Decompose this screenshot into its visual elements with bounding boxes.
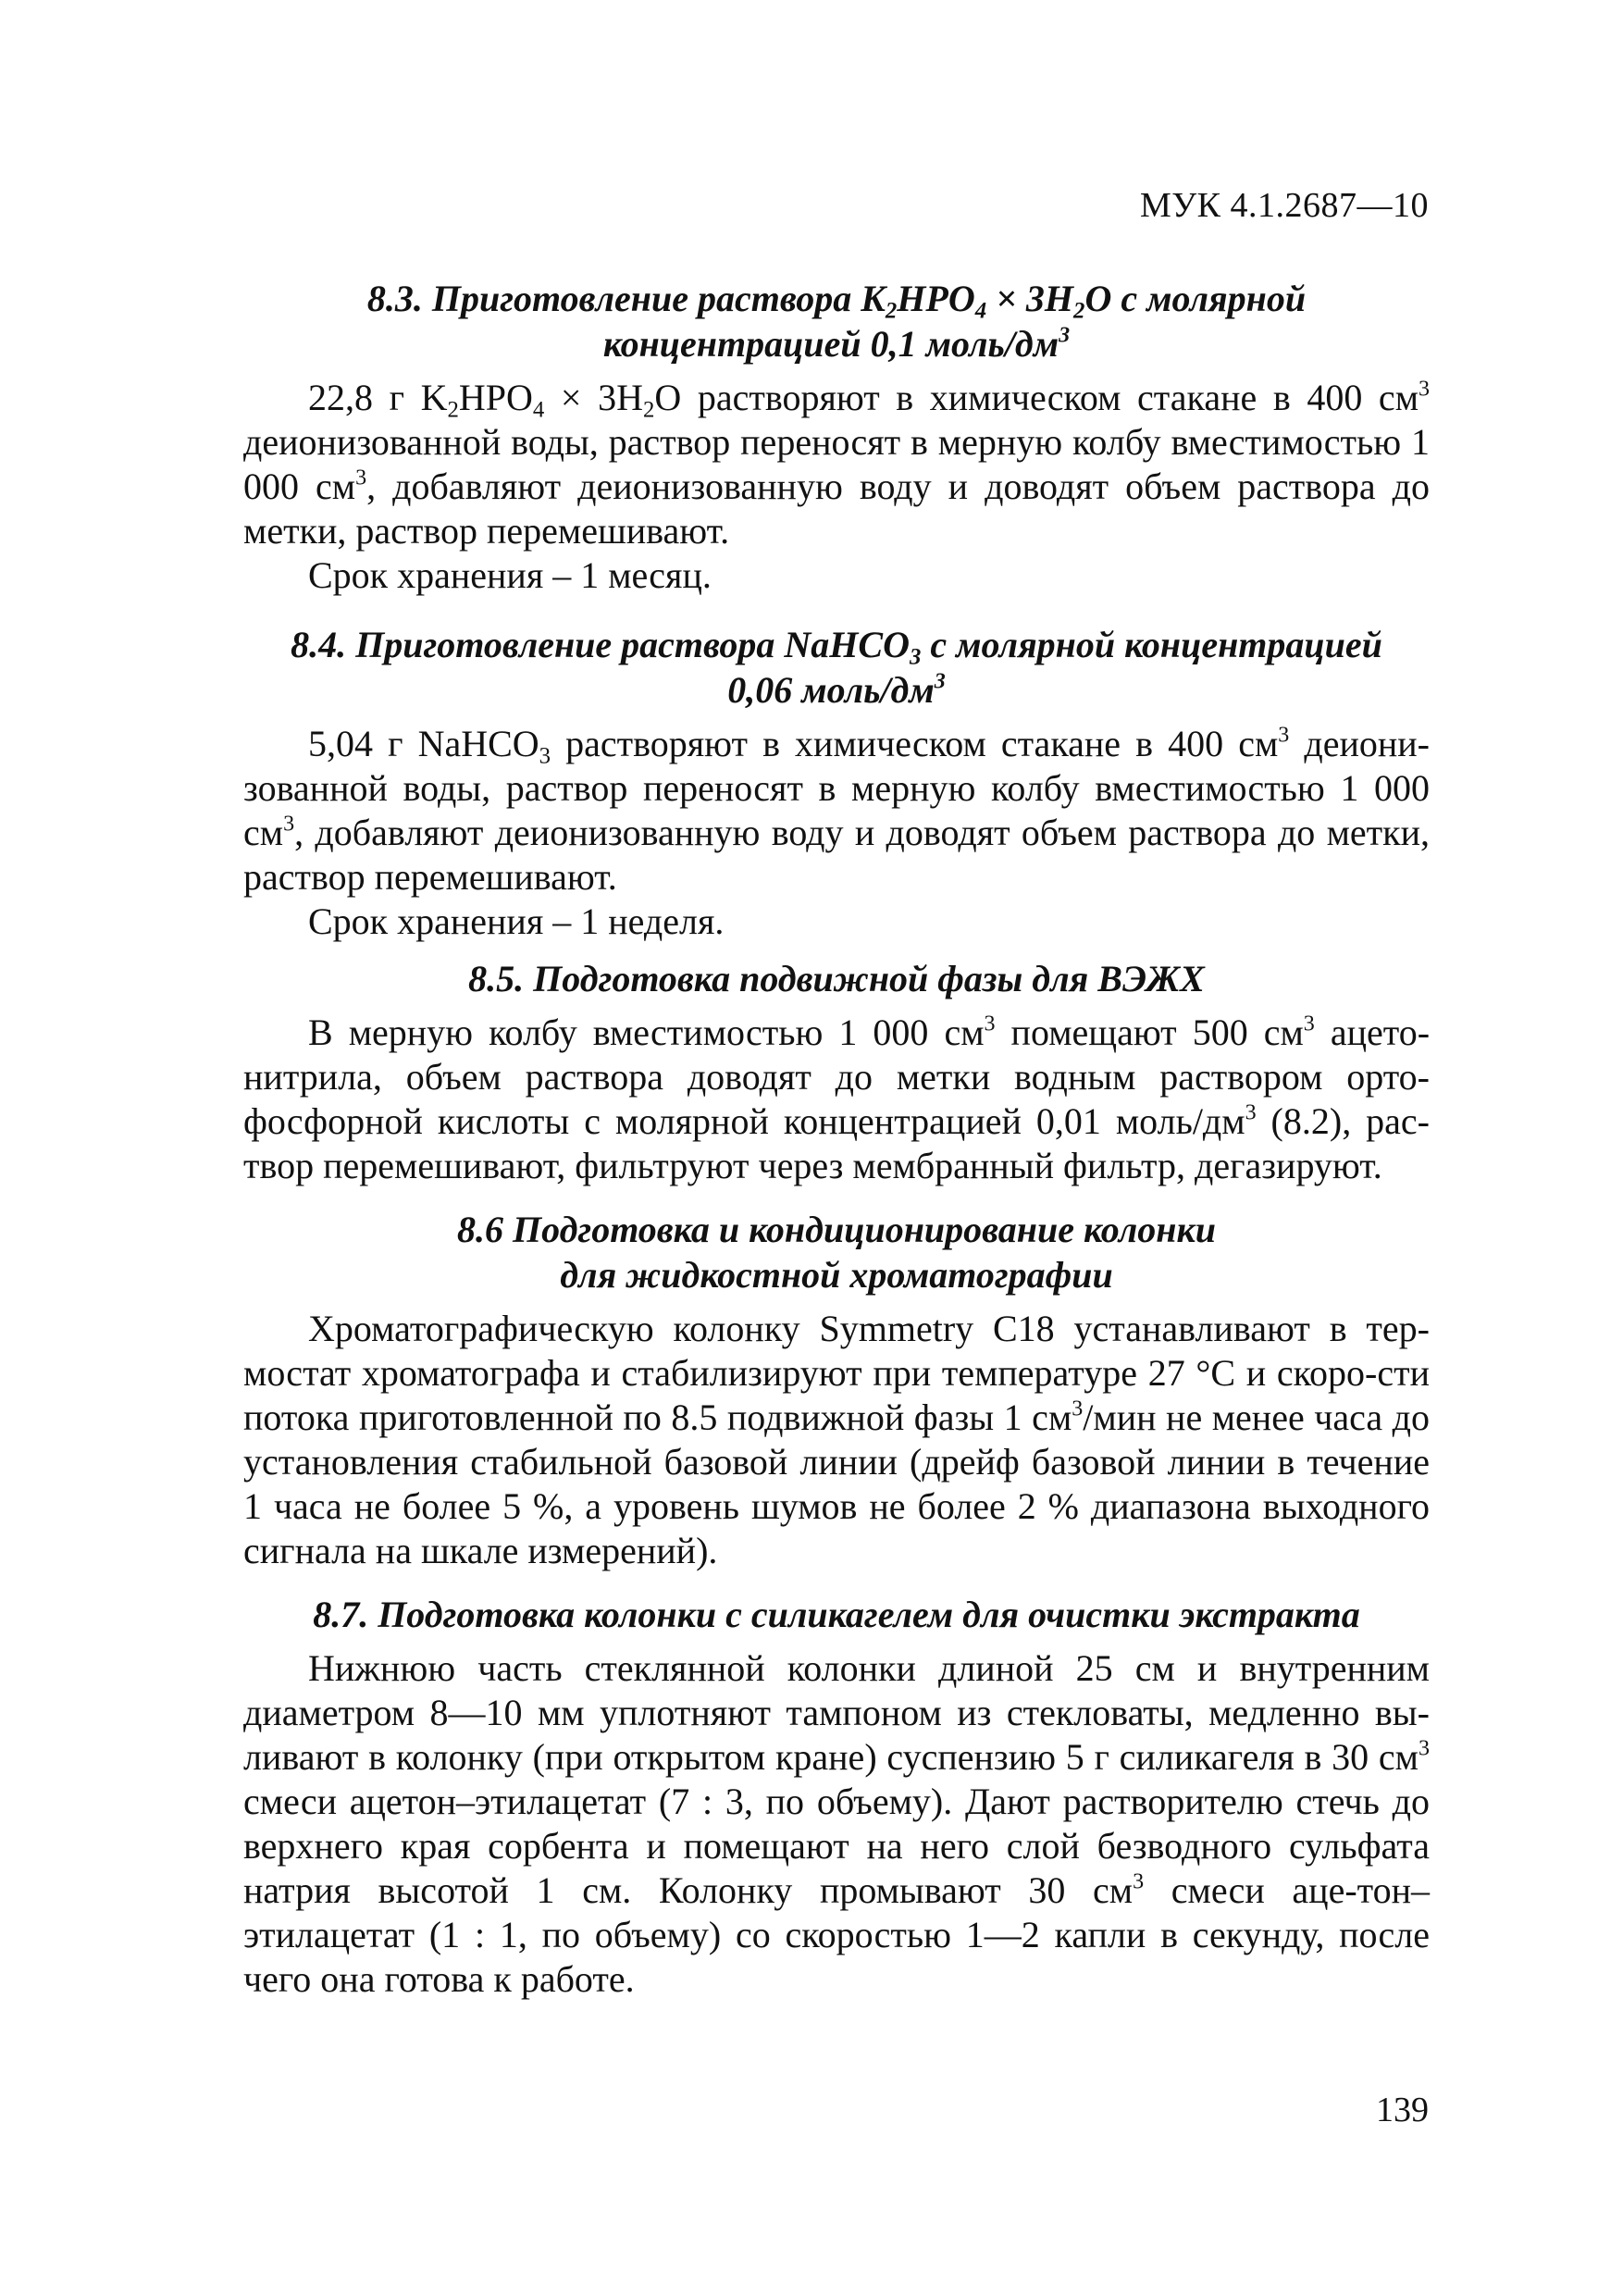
section-8-5-title: 8.5. Подготовка подвижной фазы для ВЭЖХ [468,958,1205,999]
section-8-6-paragraph: Хроматографическую колонку Symmetry C18 устанавливают в тер-мостат хроматографа и стабилизируют при температуре 27 °С и скоро-сти потока приготовленной по 8.5 подвижной фазы 1 $см^3$/мин не менее часа до установления стабильной базовой линии (дрейф базовой линии в течение 1 часа не более 5 %, а уровень шумов не более 2 % диапазона выходного сигнала на шкале измерений). [243,1308,1430,1571]
section-8-7 [243,1592,1430,2002]
section-8-3-title: 8.3. Приготовление раствора $K_2HPO_4 \times 3H_2O$ с молярной концентрацией 0,1 моль/$дм^3$ [366,278,1307,365]
section-8-7-paragraph: Нижнюю часть стеклянной колонки длиной 25 см и внутренним диаметром 8—10 мм уплотняют тампоном из стекловаты, медленно вы-ливают в колонку (при открытом кране) суспензию 5 г силикагеля в 30 $см^3$ смеси ацетон–этилацетат (7 : 3, по объему). Дают растворителю стечь до верхнего края сорбента и помещают на него слой безводного сульфата натрия высотой 1 см. Колонку промывают 30 $см^3$ смеси аце-тон–этилацетат (1 : 1, по объему) со скоростью 1—2 капли в секунду, после чего она готова к работе. [243,1647,1430,2000]
section-8-5 [243,956,1430,1188]
section-8-4-storage: Срок хранения – 1 неделя. [308,900,725,942]
section-8-3 [243,276,1430,598]
document-code: МУК 4.1.2687—10 [1139,186,1429,225]
section-8-3-paragraph: 22,8 г $K_2HPO_4 \times 3H_2O$ растворяют в химическом стакане в 400 $см^3$ деионизованной воды, раствор переносят в мерную колбу вместимостью 1 000 $см^3$, добавляют деионизованную воду и доводят объем раствора до метки, раствор перемешивают. [243,377,1431,552]
section-8-4 [243,622,1430,944]
section-8-6 [243,1207,1430,1573]
section-8-3-storage: Срок хранения – 1 месяц. [308,554,712,596]
page-number: 139 [1376,2091,1429,2129]
section-8-4-title: 8.4. Приготовление раствора NaHCO$_3$ с молярной концентрацией 0,06 моль/$дм^3$ [291,624,1382,711]
section-8-4-paragraph: 5,04 г NaHCO$_3$ растворяют в химическом стакане в 400 $см^3$ деиони-зованной воды, раствор переносят в мерную колбу вместимостью 1 000 $см^3$, добавляют деионизованную воду и доводят объем раствора до метки, раствор перемешивают. [243,723,1430,898]
section-8-7-title: 8.7. Подготовка колонки с силикагелем для очистки экстракта [313,1594,1360,1635]
section-8-5-paragraph: В мерную колбу вместимостью 1 000 $см^3$ помещают 500 $см^3$ ацето-нитрила, объем раствора доводят до метки водным раствором орто-фосфорной кислоты с молярной концентрацией 0,01 моль/$дм^3$ (8.2), рас-твор перемешивают, фильтруют через мембранный фильтр, дегазируют. [243,1011,1431,1186]
section-8-6-title: 8.6 Подготовка и кондиционирование колонки для жидкостной хроматографии [457,1209,1216,1296]
